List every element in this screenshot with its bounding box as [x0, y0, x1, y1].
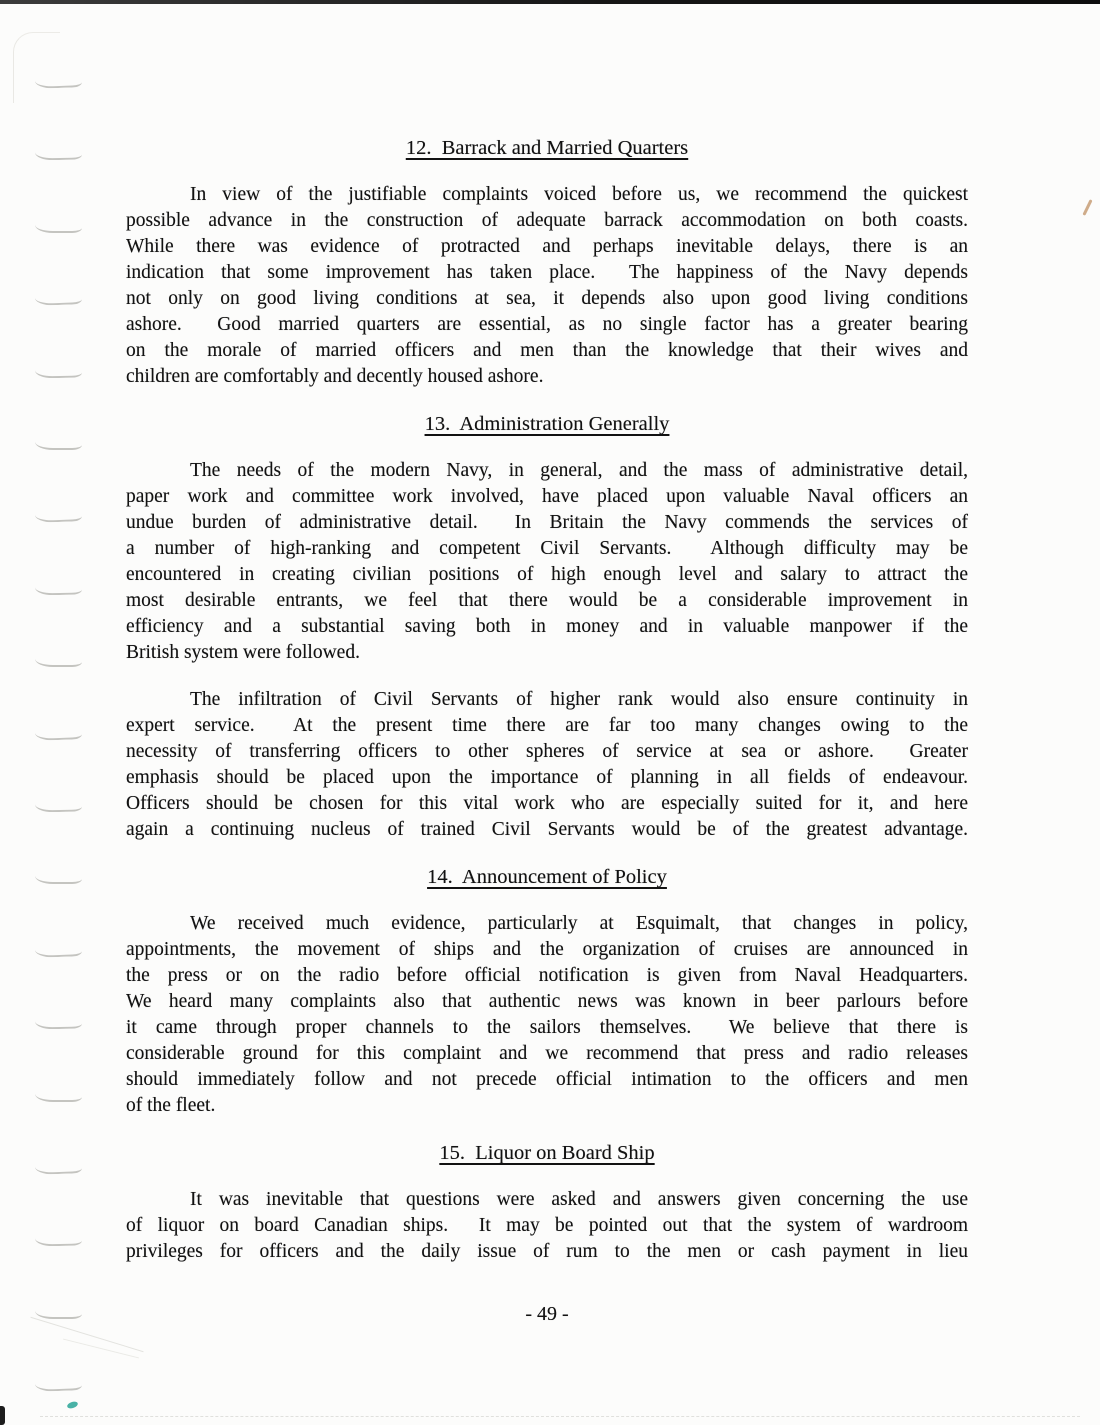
binder-ring-mark	[35, 223, 82, 233]
paragraph-line: necessity of transferring officers to other spheres of service at sea or ashore. Greater	[126, 741, 968, 762]
paragraph	[126, 182, 968, 390]
page-number: - 49 -	[525, 1303, 569, 1325]
paragraph-line: possible advance in the construction of adequate barrack accommodation on both coasts.	[126, 210, 968, 231]
binder-ring-mark	[35, 584, 82, 595]
paragraph	[126, 1187, 968, 1265]
paragraph-line: The needs of the modern Navy, in general, and the mass of administrative detail,	[190, 460, 968, 481]
binder-ring-mark	[35, 1309, 82, 1319]
paragraph-line: again a continuing nucleus of trained Civil Servants would be of the greatest advantage.	[126, 819, 968, 840]
binder-ring-mark	[35, 1092, 82, 1102]
section-heading: 12. Barrack and Married Quarters	[405, 137, 689, 159]
paragraph-line: of liquor on board Canadian ships. It may be pointed out that the system of wardroom	[126, 1215, 968, 1236]
paragraph-line: While there was evidence of protracted and perhaps inevitable delays, there is an	[126, 236, 968, 257]
paragraph	[126, 911, 968, 1119]
paragraph-line: a number of high-ranking and competent Civil Servants. Although difficulty may be	[126, 538, 968, 559]
paragraph-line: undue burden of administrative detail. In Britain the Navy commends the services of	[126, 512, 968, 533]
paragraph-line: most desirable entrants, we feel that there would be a considerable improvement in	[126, 590, 968, 611]
section-heading: 13. Administration Generally	[424, 413, 670, 435]
paragraph-line: Officers should be chosen for this vital work who are especially suited for it, and here	[126, 793, 968, 814]
scan-artifact-corner-mark	[0, 1406, 5, 1425]
paragraph-line: should immediately follow and not precede official intimation to the officers and men	[126, 1069, 968, 1090]
section-heading: 15. Liquor on Board Ship	[439, 1142, 655, 1164]
paragraph	[126, 458, 968, 666]
scan-artifact-tan-slash	[1082, 199, 1092, 216]
binder-ring-mark	[35, 150, 82, 161]
binder-ring-mark	[35, 294, 82, 306]
paragraph-line: We heard many complaints also that authentic news was known in beer parlours before	[126, 991, 968, 1012]
binder-ring-mark	[35, 802, 82, 813]
binder-ring-mark	[35, 874, 82, 884]
paragraph-line: ashore. Good married quarters are essential, as no single factor has a greater bearing	[126, 314, 968, 335]
paragraph-line: The infiltration of Civil Servants of higher rank would also ensure continuity in	[190, 689, 968, 710]
scan-artifact-bottom-edge	[40, 1416, 1080, 1417]
paragraph-line: British system were followed.	[126, 642, 360, 663]
binder-ring-mark	[35, 946, 82, 958]
binder-ring-mark	[35, 1236, 82, 1247]
section-heading: 14. Announcement of Policy	[427, 866, 667, 888]
paragraph-line: it came through proper channels to the sailors themselves. We believe that there is	[126, 1017, 968, 1038]
paragraph-line: paper work and committee work involved, have placed upon valuable Naval officers an	[126, 486, 968, 507]
paragraph-line: We received much evidence, particularly at Esquimalt, that changes in policy,	[190, 913, 968, 934]
paragraph-line: on the morale of married officers and men than the knowledge that their wives and	[126, 340, 968, 361]
paragraph-line: of the fleet.	[126, 1095, 216, 1116]
paragraph-line: not only on good living conditions at sea, it depends also upon good living conditions	[126, 288, 968, 309]
paragraph-line: the press or on the radio before official notification is given from Naval Headquarters.	[126, 965, 968, 986]
binder-ring-mark	[35, 367, 82, 378]
paragraph-line: efficiency and a substantial saving both in money and in valuable manpower if the	[126, 616, 968, 637]
scan-artifact-teal-speck	[66, 1400, 78, 1409]
binder-ring-mark	[35, 440, 82, 450]
document-content	[126, 135, 968, 1286]
paragraph-line: children are comfortably and decently housed ashore.	[126, 366, 544, 387]
page-corner-edge	[13, 32, 60, 103]
binder-ring-mark	[35, 657, 82, 667]
binder-ring-mark	[35, 1019, 82, 1030]
binder-ring-mark	[35, 512, 82, 524]
paragraph-line: indication that some improvement has taken place. The happiness of the Navy depends	[126, 262, 968, 283]
paragraph-line: appointments, the movement of ships and the organization of cruises are announced in	[126, 939, 968, 960]
binder-ring-mark	[35, 729, 82, 741]
scan-artifact-scratch	[63, 1339, 139, 1359]
paragraph-line: considerable ground for this complaint and we recommend that press and radio releases	[126, 1043, 968, 1064]
binder-ring-mark	[35, 1163, 82, 1175]
paragraph-line: It was inevitable that questions were asked and answers given concerning the use	[190, 1189, 968, 1210]
paragraph-line: emphasis should be placed upon the importance of planning in all fields of endeavour.	[126, 767, 968, 788]
binder-ring-mark	[35, 1380, 82, 1392]
scanner-edge-shadow	[0, 0, 1100, 4]
paragraph-line: In view of the justifiable complaints voiced before us, we recommend the quickest	[190, 184, 968, 205]
binder-ring-mark	[35, 77, 82, 89]
paragraph-line: expert service. At the present time there are far too many changes owing to the	[126, 715, 968, 736]
paragraph-line: privileges for officers and the daily issue of rum to the men or cash payment in lieu	[126, 1241, 968, 1262]
paragraph	[126, 687, 968, 843]
paragraph-line: encountered in creating civilian positions of high enough level and salary to attract the	[126, 564, 968, 585]
